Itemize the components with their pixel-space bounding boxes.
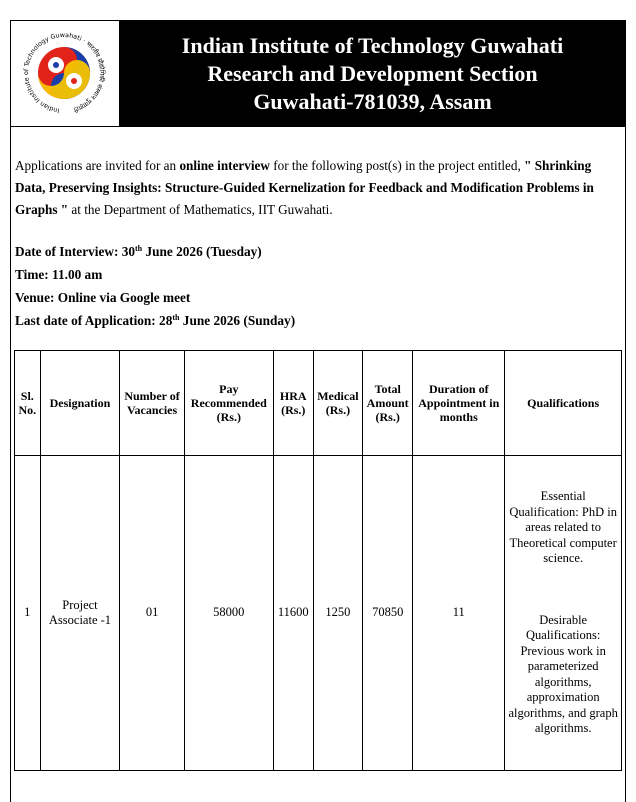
advertisement-body — [15, 155, 620, 221]
cell-duration: 11 — [413, 456, 505, 771]
header-pay: Pay Recommended (Rs.) — [184, 351, 273, 456]
institute-address: Guwahati-781039, Assam — [253, 88, 492, 114]
header — [11, 21, 625, 127]
interview-time: Time: 11.00 am — [15, 267, 103, 282]
svg-text:Indian Institute of Technology: Indian Institute of Technology Guwahati · भारतीय प्रौद्योगिकी संस्थान गुवाहाटी — [23, 31, 106, 114]
essential-qualification: Essential Qualification: PhD in areas related to Theoretical computer science. — [509, 489, 617, 566]
header-duration: Duration of Appointment in months — [413, 351, 505, 456]
header-sl-no: Sl. No. — [15, 351, 41, 456]
section-name: Research and Development Section — [207, 60, 538, 86]
cell-hra: 11600 — [273, 456, 313, 771]
cell-vacancies: 01 — [120, 456, 184, 771]
document-frame — [10, 20, 626, 802]
online-interview-text: online interview — [179, 158, 270, 173]
header-hra: HRA (Rs.) — [273, 351, 313, 456]
desirable-qualification: Desirable Qualifications: Previous work in parameterized algorithms, approximation algorithms, and graph algorithms. — [508, 612, 618, 736]
cell-medical: 1250 — [313, 456, 362, 771]
cell-qualifications — [505, 456, 622, 771]
header-medical: Medical (Rs.) — [313, 351, 362, 456]
intro-text-1: Applications are invited for an — [15, 158, 180, 173]
title-band — [120, 21, 625, 126]
last-date-of-application: Last date of Application: 28th June 2026 (Sunday) — [15, 313, 296, 328]
table-row — [15, 456, 622, 771]
intro-text-3: at the Department of Mathematics, IIT Guwahati. — [68, 202, 333, 217]
intro-text-2: for the following post(s) in the project entitled, — [269, 158, 525, 173]
logo-cell — [11, 21, 120, 126]
table-header-row — [15, 351, 622, 456]
header-vacancies: Number of Vacancies — [120, 351, 184, 456]
header-total: Total Amount (Rs.) — [363, 351, 413, 456]
cell-sl-no: 1 — [15, 456, 41, 771]
interview-details — [15, 240, 295, 332]
iit-guwahati-logo — [11, 21, 117, 125]
interview-venue: Venue: Online via Google meet — [15, 290, 191, 305]
institute-name: Indian Institute of Technology Guwahati — [181, 32, 564, 58]
header-designation: Designation — [40, 351, 120, 456]
interview-date: Date of Interview: 30th June 2026 (Tuesday) — [15, 244, 262, 259]
cell-total: 70850 — [363, 456, 413, 771]
project-title: " Shrinking Data, Preserving Insights: Structure-Guided Kernelization for Feedback and Modification Problems in Graphs " — [15, 158, 594, 217]
posts-table — [14, 350, 622, 771]
header-qualifications: Qualifications — [505, 351, 622, 456]
cell-pay: 58000 — [184, 456, 273, 771]
intro-paragraph — [15, 155, 620, 221]
cell-designation: Project Associate -1 — [40, 456, 120, 771]
